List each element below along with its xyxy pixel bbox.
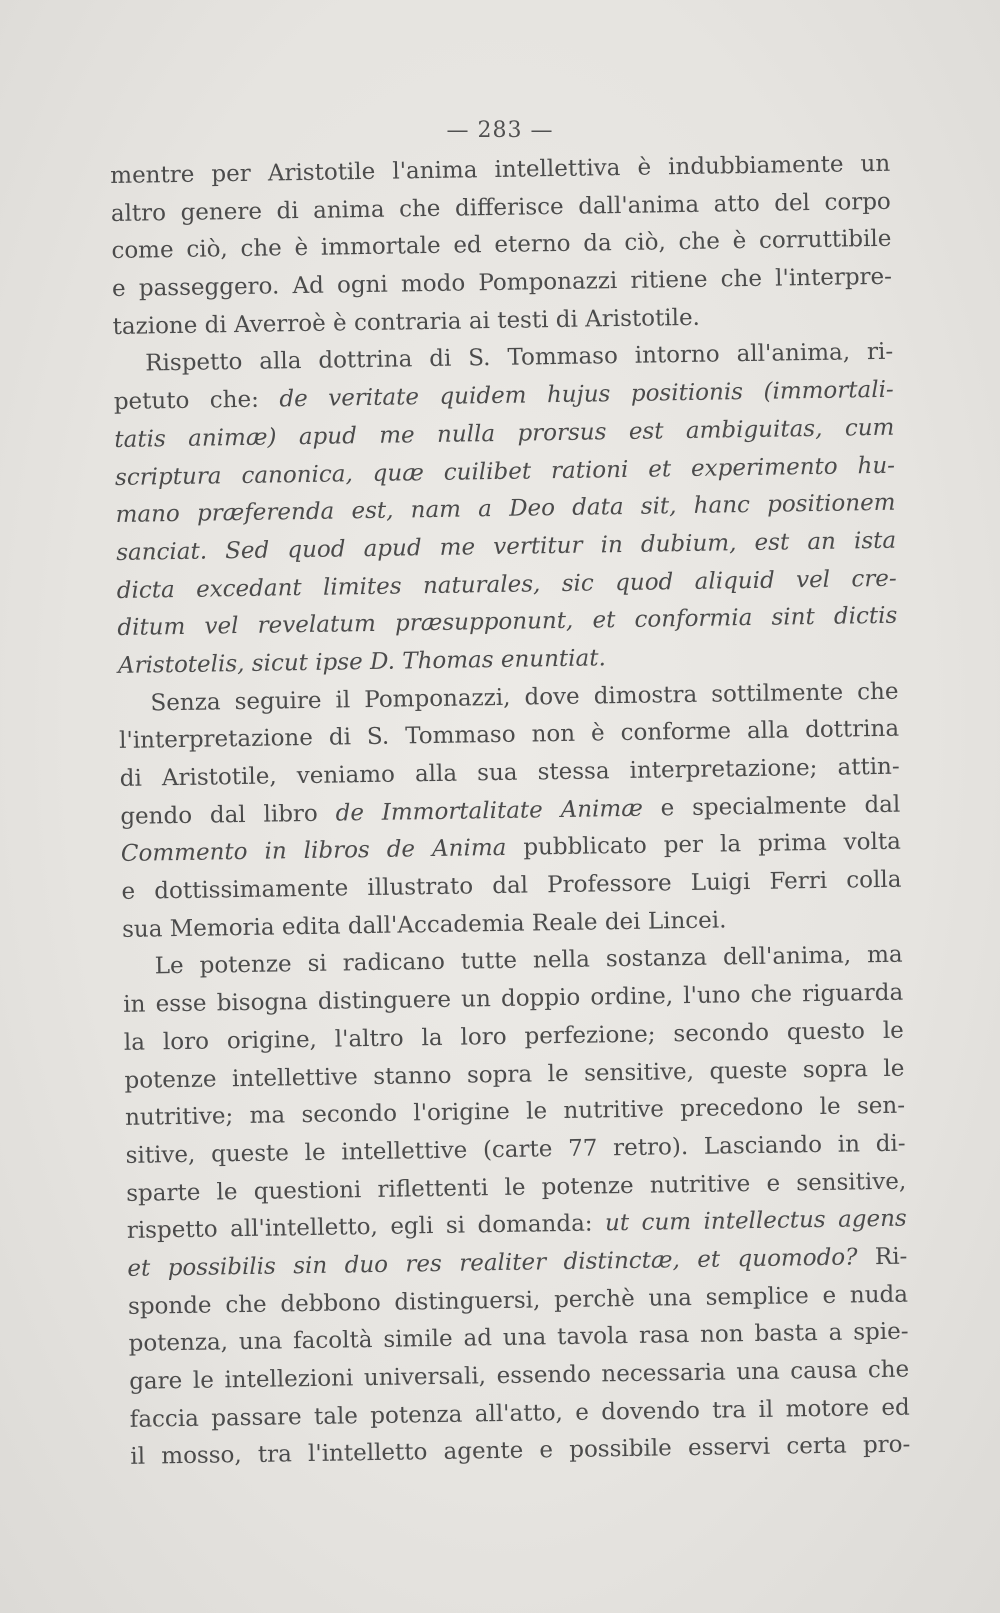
line-text: sparte le questioni riflettenti le potenze nutritive e sensitive, — [126, 1168, 907, 1207]
line-text: mentre per Aristotile l'anima intellettiva è indubbiamente un — [110, 150, 891, 189]
line-text: ditum vel revelatum præsupponunt, et conformia sint dictis — [117, 602, 898, 642]
line-text: e passeggero. Ad ogni modo Pomponazzi ritiene che l'interpre- — [111, 263, 893, 303]
line-text: petuto che: — [113, 386, 280, 416]
line-text: e dottissimamente illustrato dal Professore Luigi Ferri colla — [121, 866, 902, 905]
line-text: Aristotelis, sicut ipse D. Thomas enuntiat. — [117, 645, 606, 679]
line-text: potenze intellettive stanno sopra le sensitive, queste sopra le — [124, 1055, 905, 1094]
line-text: in esse bisogna distinguere un doppio ordine, l'uno che riguarda — [123, 979, 904, 1019]
line-text: mano præferenda est, nam a Deo data sit, hanc positionem — [115, 489, 896, 529]
line-text: sanciat. Sed quod apud me vertitur in dubium, est an ista — [115, 527, 897, 566]
line-text: sua Memoria edita dall'Accademia Reale dei Lincei. — [121, 907, 727, 943]
line-text: e specialmente dal — [642, 791, 901, 822]
line-text: il mosso, tra l'intelletto agente e possibile esservi certa pro- — [130, 1431, 911, 1471]
page-number: — 283 — — [446, 118, 554, 143]
line-text: sitive, queste le intellettive (carte 77 retro). Lasciando in di- — [125, 1130, 906, 1169]
line-text: rispetto all'intelletto, egli si domanda: — [126, 1210, 606, 1245]
latin-quote: ut cum intellectus agens — [604, 1205, 907, 1237]
line-text: faccia passare tale potenza all'atto, e dovendo tra il motore ed — [129, 1394, 910, 1433]
body-text — [110, 146, 911, 1477]
line-text: pubblicato per la prima volta — [506, 829, 902, 862]
line-text: di Aristotile, veniamo alla sua stessa interpretazione; attin- — [119, 753, 900, 792]
line-text: dicta excedant limites naturales, sic quod aliquid vel cre- — [116, 565, 897, 604]
line-text: tazione di Averroè è contraria ai testi di Aristotile. — [112, 304, 701, 340]
line-text: gare le intellezioni universali, essendo necessaria una causa che — [129, 1356, 910, 1395]
line-text: tatis animæ) apud me nulla prorsus est ambiguitas, cum — [114, 414, 895, 453]
line-text: sponde che debbono distinguersi, perchè una semplice e nuda — [127, 1281, 909, 1320]
line-text: Le potenze si radicano tutte nella sostanza dell'anima, ma — [154, 942, 903, 980]
line-text: Senza seguire il Pomponazzi, dove dimostra sottilmente che — [150, 678, 899, 717]
line-text: scriptura canonica, quæ cuilibet rationi et experimento hu- — [114, 452, 896, 491]
book-title: de Immortalitate Animæ — [335, 795, 644, 827]
line-text: l'interpretazione di S. Tommaso non è conforme alla dottrina — [118, 715, 900, 755]
line-text: nutritive; ma secondo l'origine le nutritive precedono le sen- — [124, 1092, 906, 1132]
line-text: come ciò, che è immortale ed eterno da ciò, che è corruttibile — [111, 226, 892, 265]
line-text: Rispetto alla dottrina di S. Tommaso intorno all'anima, ri- — [145, 339, 894, 377]
latin-quote: de veritate quidem hujus positionis (immortali- — [279, 376, 894, 413]
line-text: altro genere di anima che differisce dall'anima atto del corpo — [110, 188, 891, 227]
book-title: Commento in libros de Anima — [120, 835, 507, 868]
latin-quote: et possibilis sin duo res realiter distinctæ, et quomodo? — [127, 1244, 858, 1282]
line-text: potenza, una facoltà simile ad una tavola rasa non basta a spie- — [128, 1318, 909, 1358]
line-text: gendo dal libro — [120, 800, 336, 830]
line-text: la loro origine, l'altro la loro perfezione; secondo questo le — [123, 1017, 905, 1056]
line-text: Ri- — [857, 1243, 908, 1271]
